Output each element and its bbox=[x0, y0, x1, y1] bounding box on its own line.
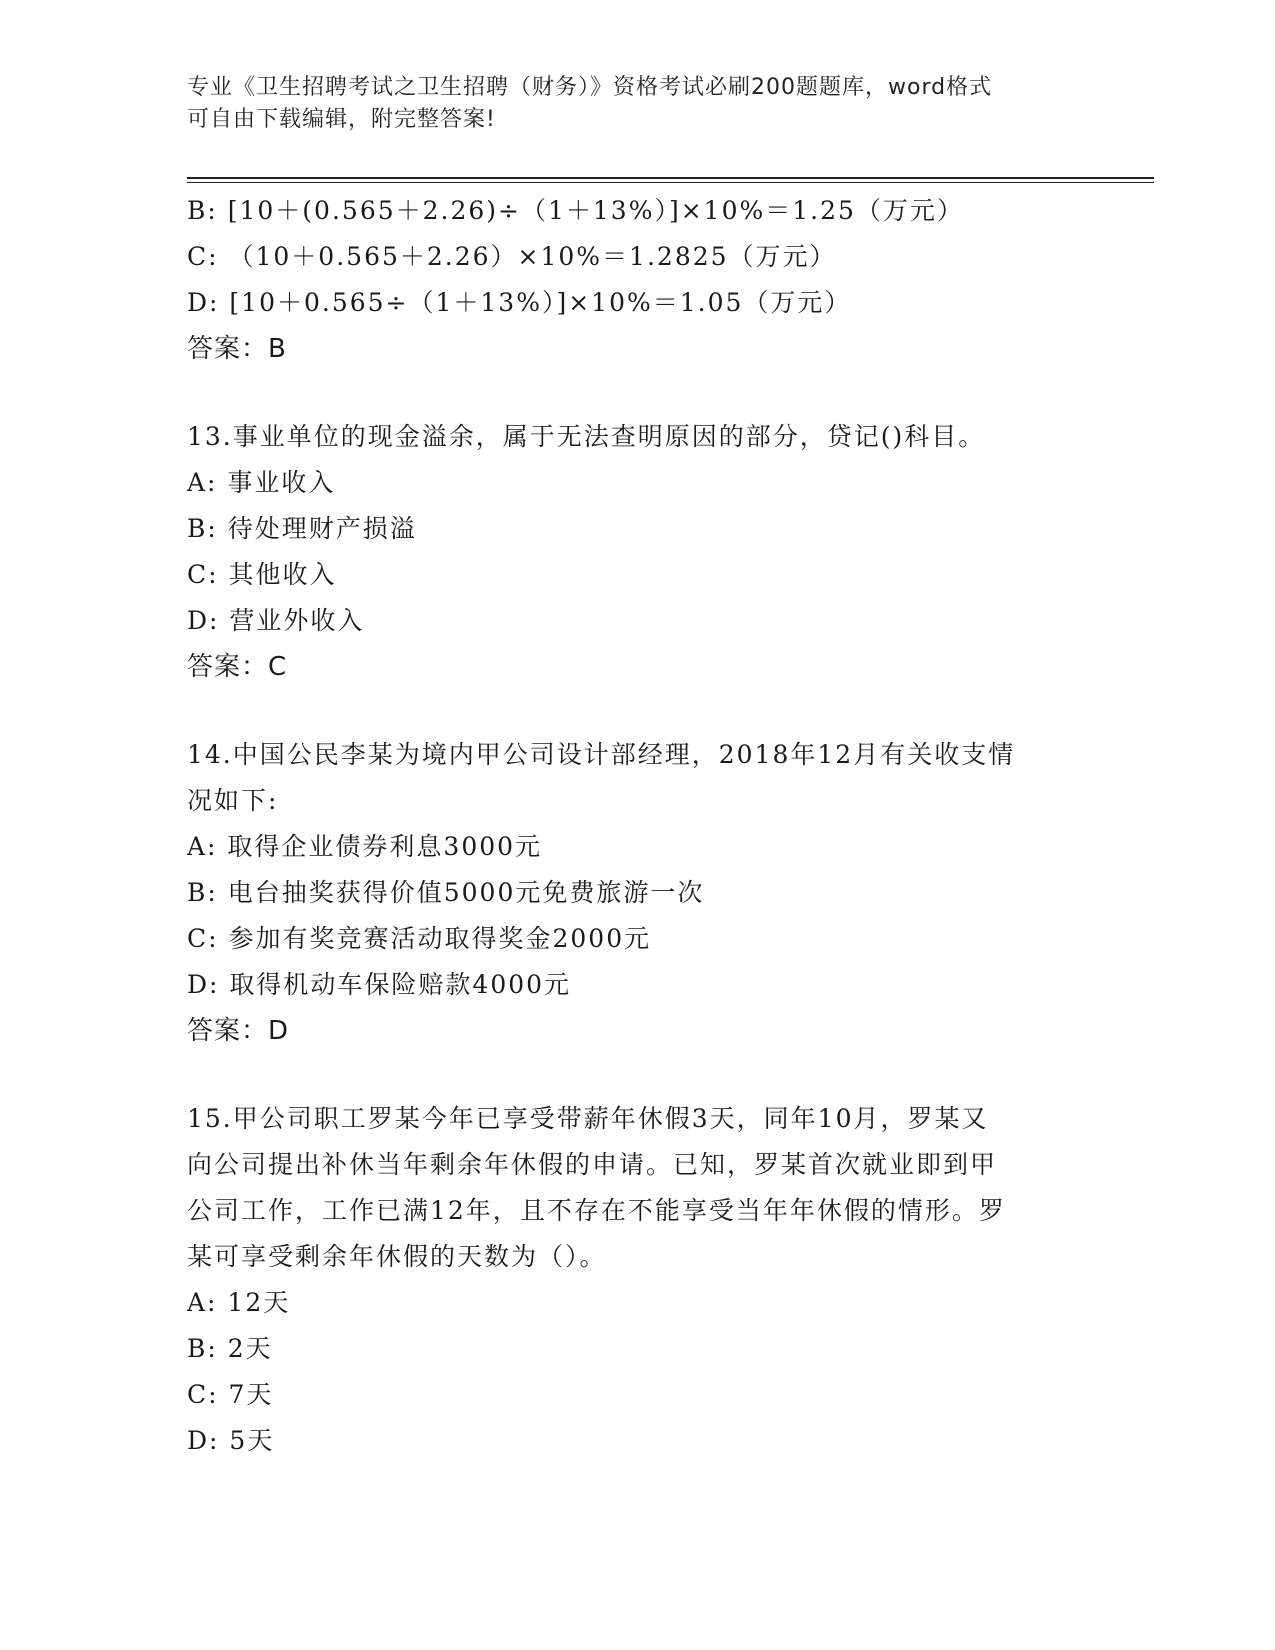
header-divider-thin bbox=[187, 182, 1154, 183]
option-a: A: 12天 bbox=[187, 1288, 291, 1317]
header-line-2: 可自由下载编辑，附完整答案! bbox=[187, 107, 496, 132]
option-d: D: [10＋0.565÷（1＋13%）]×10%＝1.05（万元） bbox=[187, 288, 852, 317]
question-text-line-4: 某可享受剩余年休假的天数为（）。 bbox=[187, 1242, 607, 1271]
question-text-line-2: 况如下: bbox=[187, 786, 279, 815]
header-divider-thick bbox=[187, 177, 1154, 179]
option-c: C: 其他收入 bbox=[187, 560, 337, 589]
option-d: D: 取得机动车保险赔款4000元 bbox=[187, 970, 572, 999]
option-a: A: 事业收入 bbox=[187, 468, 336, 497]
option-b: B: 2天 bbox=[187, 1334, 273, 1363]
question-text-line-2: 向公司提出补休当年剩余年休假的申请。已知，罗某首次就业即到甲 bbox=[187, 1150, 998, 1179]
answer-line: 答案：D bbox=[187, 1016, 290, 1046]
question-12-continued bbox=[187, 188, 1067, 372]
question-14 bbox=[187, 732, 1067, 1054]
option-b: B: [10＋(0.565＋2.26)÷（1＋13%）]×10%＝1.25（万元） bbox=[187, 196, 964, 225]
question-13 bbox=[187, 414, 1067, 690]
answer-line: 答案：B bbox=[187, 334, 287, 364]
answer-line: 答案：C bbox=[187, 652, 288, 682]
question-text-line-1: 15.甲公司职工罗某今年已享受带薪年休假3天，同年10月，罗某又 bbox=[187, 1104, 989, 1133]
option-c: C: 7天 bbox=[187, 1380, 274, 1409]
option-a: A: 取得企业债券利息3000元 bbox=[187, 832, 543, 861]
question-text-line-3: 公司工作，工作已满12年，且不存在不能享受当年年休假的情形。罗 bbox=[187, 1196, 1006, 1225]
document-header bbox=[187, 72, 1067, 136]
option-b: B: 电台抽奖获得价值5000元免费旅游一次 bbox=[187, 878, 705, 907]
option-c: C: 参加有奖竞赛活动取得奖金2000元 bbox=[187, 924, 652, 953]
option-d: D: 5天 bbox=[187, 1426, 275, 1455]
header-line-1: 专业《卫生招聘考试之卫生招聘（财务）》资格考试必刷200题题库，word格式 bbox=[187, 75, 993, 100]
option-c: C: （10＋0.565＋2.26）×10%＝1.2825（万元） bbox=[187, 242, 837, 271]
question-text: 13.事业单位的现金溢余，属于无法查明原因的部分，贷记()科目。 bbox=[187, 422, 986, 451]
document-body bbox=[187, 188, 1067, 1464]
question-15 bbox=[187, 1096, 1067, 1464]
question-text-line-1: 14.中国公民李某为境内甲公司设计部经理，2018年12月有关收支情 bbox=[187, 740, 1016, 769]
option-d: D: 营业外收入 bbox=[187, 606, 365, 635]
option-b: B: 待处理财产损溢 bbox=[187, 514, 417, 543]
